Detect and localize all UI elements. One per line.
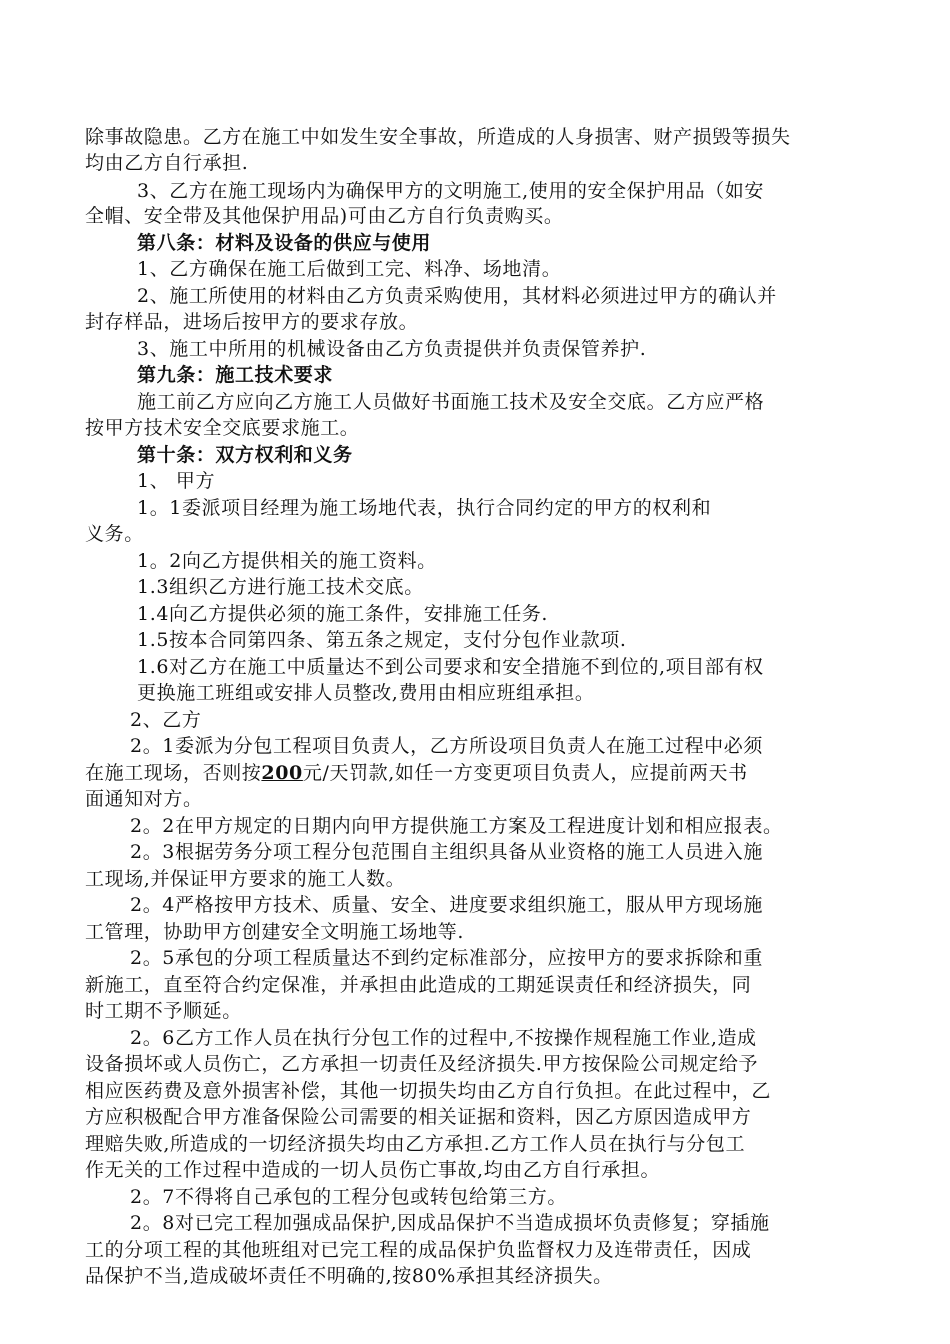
section-heading: 第八条：材料及设备的供应与使用 — [137, 232, 432, 254]
paragraph-line: 时工期不予顺延。 — [85, 1000, 242, 1022]
paragraph-line: 2。7不得将自己承包的工程分包或转包给第三方。 — [130, 1186, 567, 1208]
paragraph-line: 2。2在甲方规定的日期内向甲方提供施工方案及工程进度计划和相应报表。 — [130, 815, 783, 837]
paragraph-line: 除事故隐患。乙方在施工中如发生安全事故，所造成的人身损害、财产损毁等损失 — [85, 126, 791, 148]
line-segment: 元/天罚款,如任一方变更项目负责人，应提前两天书 — [302, 762, 748, 784]
paragraph-line: 2。5承包的分项工程质量达不到约定标准部分，应按甲方的要求拆除和重 — [130, 947, 763, 969]
paragraph-line: 义务。 — [85, 523, 144, 545]
paragraph-line: 2、施工所使用的材料由乙方负责采购使用，其材料必须进过甲方的确认并 — [137, 285, 777, 307]
paragraph-line: 更换施工班组或安排人员整改,费用由相应班组承担。 — [137, 682, 595, 704]
paragraph-line: 2。6乙方工作人员在执行分包工作的过程中,不按操作规程施工作业,造成 — [130, 1027, 757, 1049]
paragraph-line: 1、 甲方 — [137, 470, 216, 492]
paragraph-line: 方应积极配合甲方准备保险公司需要的相关证据和资料，因乙方原因造成甲方 — [85, 1106, 752, 1128]
paragraph-line: 2。4严格按甲方技术、质量、安全、进度要求组织施工，服从甲方现场施 — [130, 894, 763, 916]
paragraph-line: 1、乙方确保在施工后做到工完、料净、场地清。 — [137, 258, 562, 280]
paragraph-line: 相应医药费及意外损害补偿，其他一切损失均由乙方自行负担。在此过程中，乙 — [85, 1080, 772, 1102]
paragraph-line: 2。3根据劳务分项工程分包范围自主组织具备从业资格的施工人员进入施 — [130, 841, 763, 863]
paragraph-line: 品保护不当,造成破坏责任不明确的,按80%承担其经济损失。 — [85, 1265, 613, 1287]
line-segment: 在施工现场，否则按 — [85, 762, 262, 784]
paragraph-line: 1.4向乙方提供必须的施工条件，安排施工任务. — [137, 603, 549, 625]
paragraph-line: 2、乙方 — [130, 709, 202, 731]
paragraph-line: 1.6对乙方在施工中质量达不到公司要求和安全措施不到位的,项目部有权 — [137, 656, 764, 678]
paragraph-line: 工现场,并保证甲方要求的施工人数。 — [85, 868, 406, 890]
paragraph-line — [85, 760, 748, 786]
paragraph-line: 作无关的工作过程中造成的一切人员伤亡事故,均由乙方自行承担。 — [85, 1159, 661, 1181]
paragraph-line: 工管理，协助甲方创建安全文明施工场地等. — [85, 921, 465, 943]
paragraph-line: 面通知对方。 — [85, 788, 203, 810]
paragraph-line: 2。1委派为分包工程项目负责人，乙方所设项目负责人在施工过程中必须 — [130, 735, 763, 757]
paragraph-line: 1。2向乙方提供相关的施工资料。 — [137, 550, 437, 572]
paragraph-line: 工的分项工程的其他班组对已完工程的成品保护负监督权力及连带责任，因成 — [85, 1239, 752, 1261]
paragraph-line: 1.3组织乙方进行施工技术交底。 — [137, 576, 424, 598]
paragraph-line: 2。8对已完工程加强成品保护,因成品保护不当造成损坏负责修复；穿插施 — [130, 1212, 770, 1234]
section-heading: 第九条：施工技术要求 — [137, 364, 334, 386]
paragraph-line: 3、施工中所用的机械设备由乙方负责提供并负责保管养护. — [137, 338, 647, 360]
section-heading: 第十条：双方权利和义务 — [137, 444, 353, 466]
paragraph-line: 1.5按本合同第四条、第五条之规定，支付分包作业款项. — [137, 629, 627, 651]
paragraph-line: 均由乙方自行承担. — [85, 152, 249, 174]
paragraph-line: 1。1委派项目经理为施工场地代表，执行合同约定的甲方的权利和 — [137, 497, 712, 519]
paragraph-line: 新施工，直至符合约定保准，并承担由此造成的工期延误责任和经济损失，同 — [85, 974, 752, 996]
paragraph-line: 理赔失败,所造成的一切经济损失均由乙方承担.乙方工作人员在执行与分包工 — [85, 1133, 746, 1155]
paragraph-line: 3、乙方在施工现场内为确保甲方的文明施工,使用的安全保护用品（如安 — [137, 180, 764, 202]
penalty-amount: 200 — [261, 762, 303, 784]
paragraph-line: 施工前乙方应向乙方施工人员做好书面施工技术及安全交底。乙方应严格 — [137, 391, 765, 413]
paragraph-line: 封存样品，进场后按甲方的要求存放。 — [85, 311, 419, 333]
paragraph-line: 按甲方技术安全交底要求施工。 — [85, 417, 360, 439]
paragraph-line: 全帽、安全带及其他保护用品)可由乙方自行负责购买。 — [85, 205, 564, 227]
paragraph-line: 设备损坏或人员伤亡，乙方承担一切责任及经济损失.甲方按保险公司规定给予 — [85, 1053, 759, 1075]
